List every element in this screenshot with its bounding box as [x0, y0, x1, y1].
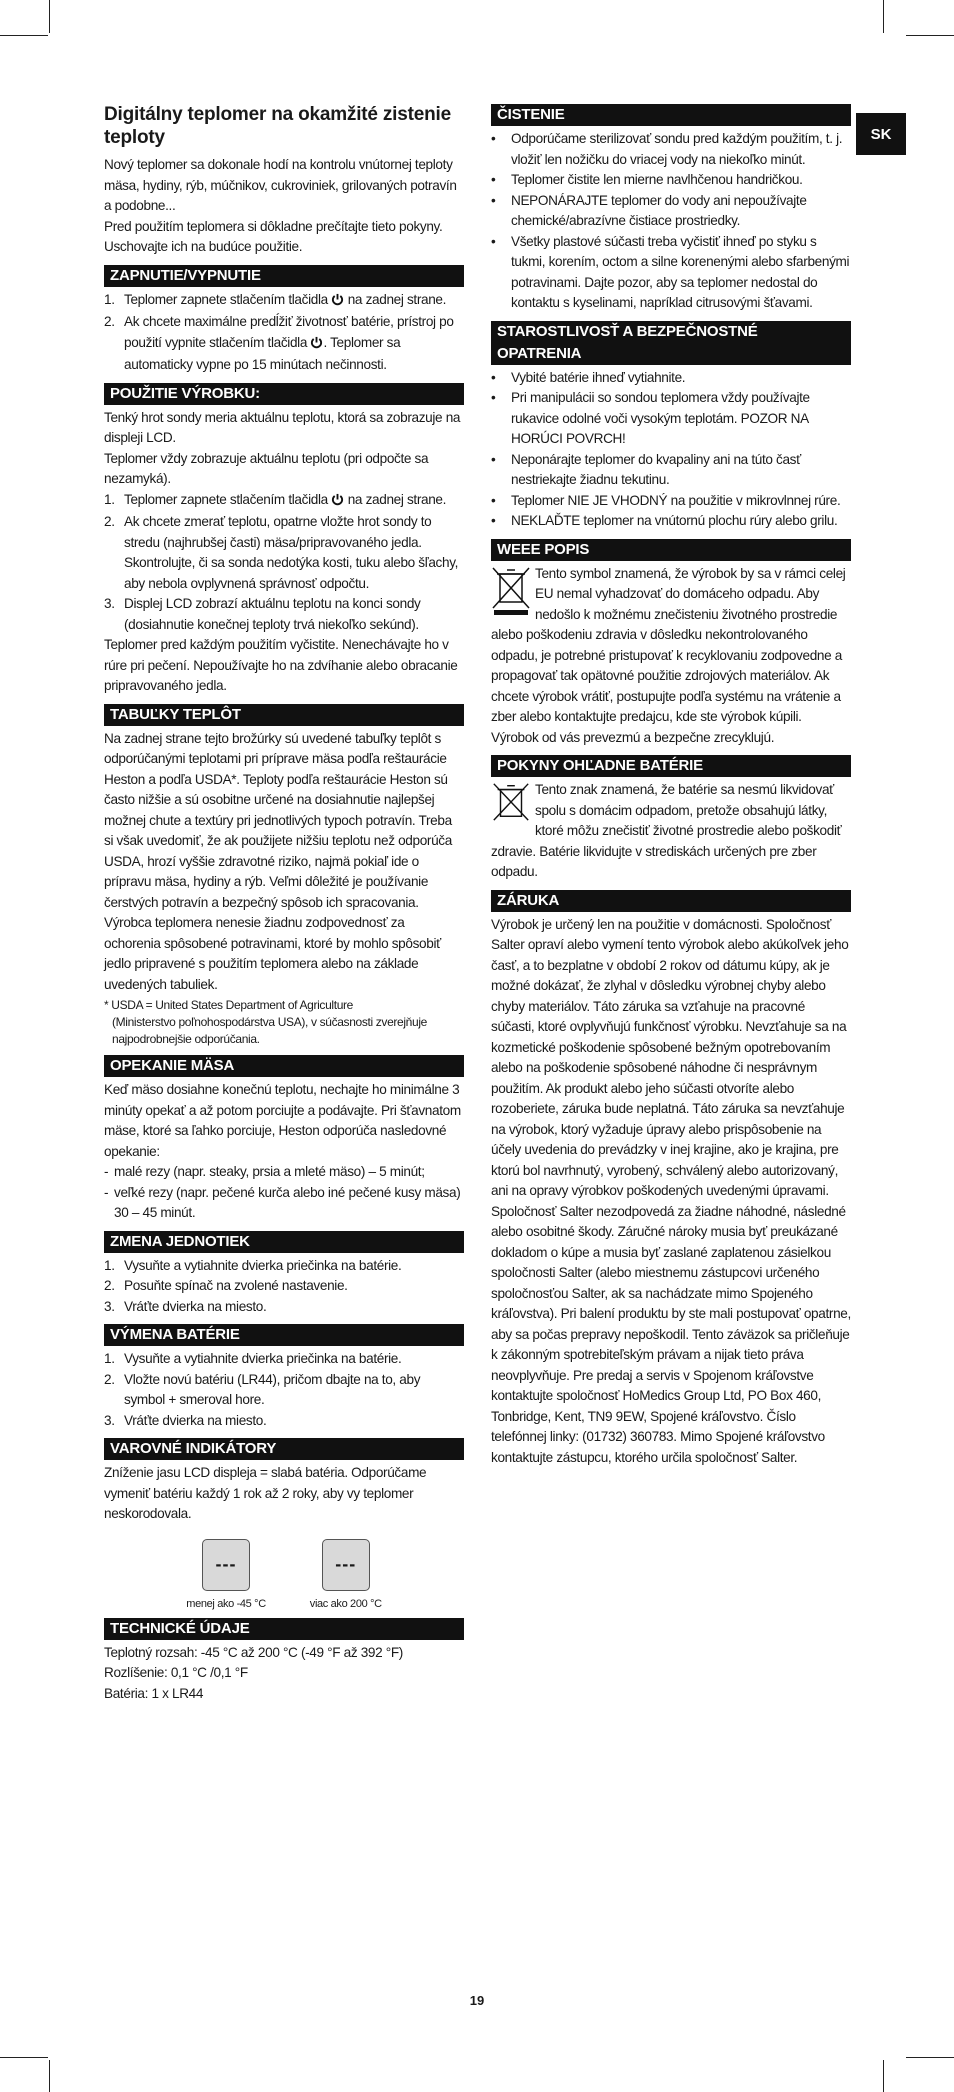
section-heading-specs: TECHNICKÉ ÚDAJE [104, 1618, 464, 1640]
list-item: 1. Teplomer zapnete stlačením tlačidla na zadnej strane. [104, 290, 464, 313]
spec-line: Teplotný rozsah: -45 °C až 200 °C (-49 °F až 392 °F) [104, 1644, 403, 1660]
usage-steps [104, 490, 464, 636]
section-heading-tables: TABUĽKY TEPLÔT [104, 704, 464, 726]
section-heading-resting: OPEKANIE MÄSA [104, 1055, 464, 1077]
page-number: 19 [469, 1993, 485, 2008]
battery-steps [104, 1349, 464, 1431]
usage-paragraph: Teplomer pred každým použitím vyčistite. Nenechávajte ho v rúre pri pečení. Nepoužívajte ho na zdvíhanie alebo obracanie pripravovaného jedla. [104, 637, 458, 693]
crossed-bin-icon [491, 564, 531, 616]
lcd-display-icon: --- [322, 1539, 370, 1591]
list-item: • Pri manipulácii so sondou teplomera vždy používajte rukavice odolné voči vysokým teplotám. POZOR NA HORÚCI POVRCH! [491, 390, 810, 446]
crop-mark [0, 2057, 48, 2058]
crop-mark [906, 35, 954, 36]
list-item: - veľké rezy (napr. pečené kurča alebo iné pečené kusy mäsa) 30 – 45 minút. [104, 1184, 461, 1220]
usage-paragraph: Teplomer vždy zobrazuje aktuálnu teplotu (pri odpočte sa nezamyká). [104, 450, 429, 486]
section-heading-weee: WEEE POPIS [491, 539, 851, 561]
list-item: • Teplomer NIE JE VHODNÝ na použitie v mikrovlnnej rúre. [491, 492, 841, 508]
safety-list [491, 368, 851, 532]
lcd-low-indicator [186, 1539, 266, 1611]
crop-mark [883, 0, 884, 33]
language-tab: SK [856, 113, 906, 155]
warning-paragraph: Zníženie jasu LCD displeja = slabá batéria. Odporúčame vymeniť batériu každý 1 rok až 2 roky, aby vy teplomer neskorodovala. [104, 1465, 427, 1521]
power-icon [331, 292, 344, 313]
list-item: • NEKLAĎTE teplomer na vnútornú plochu rúry alebo grilu. [491, 513, 838, 528]
section-heading-battery-notes: POKYNY OHĽADNE BATÉRIE [491, 755, 851, 777]
lcd-high-indicator [310, 1539, 382, 1611]
section-heading-warranty: ZÁRUKA [491, 890, 851, 912]
intro-paragraph: Pred použitím teplomera si dôkladne prečítajte tieto pokyny. Uschovajte ich na budúce použitie. [104, 218, 443, 254]
usda-footnote: * USDA = United States Department of Agriculture (Ministerstvo poľnohospodárstva USA), v súčasnosti zverejňuje najpodrobnejšie odporúčania. [104, 998, 427, 1046]
crop-mark [906, 2057, 954, 2058]
resting-paragraph: Keď mäso dosiahne konečnú teplotu, nechajte ho minimálne 3 minúty opekať a až potom porciujte a podávajte. Pri šťavnatom mäse, ktoré sa ľahko porciuje, Heston odporúča nasledovné opekanie: [104, 1082, 461, 1159]
power-icon [310, 335, 323, 356]
power-icon [331, 492, 344, 513]
list-item: 3. Vráťte dvierka na miesto. [104, 1412, 267, 1428]
crop-mark [0, 35, 48, 36]
tables-paragraph: Na zadnej strane tejto brožúrky sú uvedené tabuľky teplôt s odporúčanými teplotami pri príprave mäsa podľa reštaurácie Heston a podľa USDA*. Teploty podľa reštaurácie Heston sú často nižšie a sú osobitne určené na dosiahnutie najlepšej možnej chute a textúry pri jednotlivých typoch potravín. Treba si však uvedomiť, že ak použijete nižšiu teplotu než odporúča USDA, hrozí vyššie zdravotné riziko, najmä pokiaľ ide o prípravu mäsa, hydiny a rýb. Veľmi dôležité je používanie čerstvých potravín a bezpečný spôsob ich spracovania. Výrobca teplomera nenesie žiadnu zodpovednosť za ochorenia spôsobené potravinami, ktoré by mohlo spôsobiť jedlo pripravené s použitím teplomera alebo na základe uvedených tabuliek. [104, 730, 452, 992]
section-heading-warning: VAROVNÉ INDIKÁTORY [104, 1438, 464, 1460]
list-item: - malé rezy (napr. steaky, prsia a mleté mäso) – 5 minút; [104, 1164, 425, 1179]
list-item: • NEPONÁRAJTE teplomer do vody ani nepoužívajte chemické/abrazívne čistiace prostriedky. [491, 192, 807, 228]
list-item: 2. Posuňte spínač na zvolené nastavenie. [104, 1278, 348, 1293]
crop-mark [49, 0, 50, 33]
section-heading-cleaning: ČISTENIE [491, 104, 851, 126]
list-item: • Teplomer čistite len mierne navlhčenou handričkou. [491, 172, 803, 187]
list-item: 2. Ak chcete maximálne predĺžiť životnosť batérie, prístroj po použití vypnite stlačením tlačidla . Teplomer sa automaticky vypne po 15 minútach nečinnosti. [104, 314, 454, 372]
list-item: 3. Displej LCD zobrazí aktuálnu teplotu na konci sondy (dosiahnutie konečnej teploty trvá niekoľko sekúnd). [104, 596, 421, 632]
battery-notes-paragraph: Tento znak znamená, že batérie sa nesmú likvidovať spolu s domácim odpadom, pretože obsahujú látky, ktoré môžu znečistiť životné prostredie alebo poškodiť zdravie. Batérie likvidujte v strediskách určených pre zber odpadu. [491, 782, 842, 879]
lcd-caption: menej ako -45 °C [186, 1597, 266, 1610]
crossed-bin-icon [491, 780, 531, 822]
crop-mark [883, 2060, 884, 2092]
units-steps [104, 1256, 464, 1318]
crop-mark [49, 2060, 50, 2092]
list-item: • Vybité batérie ihneď vytiahnite. [491, 369, 686, 385]
spec-line: Rozlíšenie: 0,1 °C /0,1 °F [104, 1665, 248, 1680]
weee-paragraph: Tento symbol znamená, že výrobok by sa v rámci celej EU nemal vyhadzovať do domáceho odpadu. Aby nedošlo k možnému znečisteniu životného prostredie alebo poškodeniu zdravia v dôsledku nekontrolovaného odpadu, je potrebné pristupovať k recyklovaniu zodpovedne a propagovať tak opätovné použitie zdrojových materiálov. Ak chcete výrobok vrátiť, postupujte podľa systému na vrátenie a zber alebo kontaktujte predajcu, kde ste výrobok kúpili. Výrobok od vás prevezmú a bezpečne zrecyklujú. [491, 565, 846, 745]
list-item: • Odporúčame sterilizovať sondu pred každým použitím, t. j. vložiť len nožičku do vriacej vody na niekoľko minút. [491, 131, 843, 167]
lcd-indicators [104, 1539, 464, 1611]
lcd-caption: viac ako 200 °C [309, 1597, 382, 1610]
list-item: • Všetky plastové súčasti treba vyčistiť ihneď po styku s tukmi, korením, octom a silne korenenými alebo sfarbenými potravinami. Dajte pozor, aby sa teplomer nedostal do kontaktu s kyselinami, napríklad citrusovými šťavami. [491, 233, 850, 310]
section-heading-battery: VÝMENA BATÉRIE [104, 1324, 464, 1346]
power-steps [104, 290, 464, 376]
right-column [491, 104, 851, 1468]
intro-paragraph: Nový teplomer sa dokonale hodí na kontrolu vnútornej teploty mäsa, hydiny, rýb, múčnikov, cukroviniek, grilovaných potravín a podobne... [104, 157, 457, 213]
section-heading-power: ZAPNUTIE/VYPNUTIE [104, 265, 464, 287]
resting-list [104, 1162, 464, 1224]
list-item: 1. Vysuňte a vytiahnite dvierka priečinka na batérie. [104, 1351, 402, 1366]
warranty-paragraph: Výrobok je určený len na použitie v domácnosti. Spoločnosť Salter opraví alebo vymení tento výrobok alebo akúkoľvek jeho časť, a to bezplatne v období 2 rokov od dátumu kúpy, ak je možné dokázať, že zlyhal v dôsledku výrobnej chyby alebo chyby materiálov. Táto záruka sa vzťahuje na pracovné súčasti, ktoré ovplyvňujú funkčnosť výrobku. Nevzťahuje sa na kozmetické poškodenie spôsobené bežným opotrebovaním alebo na poškodenie spôsobené náhodne či nesprávnym použitím. Ak produkt alebo jeho súčasti otvoríte alebo rozoberiete, záruka bude neplatná. Táto záruka sa nevzťahuje na výrobok, ktorý vyžaduje úpravy alebo prispôsobenie na účely uvedenia do prevádzky v inej krajine, ako je krajina, pre ktorú bol navrhnutý, vyrobený, schválený alebo autorizovaný, ani na opravy výrobkov poškodených uvedenými úpravami. Spoločnosť Salter nezodpovedá za žiadne náhodné, následné alebo osobitné škody. Záručné nároky musia byť preukázané dokladom o kúpe a musia byť zaslané zaplatenou zásielkou spoločnosti Salter (alebo miestnemu zástupcovi určeného spoločnosťou Salter, ak sa nachádzate mimo Spojeného kráľovstva). Pri balení produktu by ste mali postupovať opatrne, aby sa počas prepravy nepoškodil. Tento záväzok sa pričleňuje k zákonným spotrebiteľským právam a nijak tieto práva neovplyvňuje. Pre predaj a servis v Spojenom kráľovstve kontaktujte spoločnosť HoMedics Group Ltd, PO Box 460, Tonbridge, Kent, TN9 9EW, Spojené kráľovstvo. Číslo telefónnej linky: (01732) 360783. Mimo Spojené kráľovstvo kontaktujte zástupcu, ktorého určila spoločnosť Salter. [491, 916, 851, 1465]
list-item: 2. Vložte novú batériu (LR44), pričom dbajte na to, aby symbol + smeroval hore. [104, 1371, 421, 1407]
left-column [104, 103, 464, 1704]
usage-paragraph: Tenký hrot sondy meria aktuálnu teplotu, ktorá sa zobrazuje na displeji LCD. [104, 409, 461, 445]
spec-line: Batéria: 1 x LR44 [104, 1685, 204, 1701]
list-item: • Neponárajte teplomer do kvapaliny ani na túto časť nestriekajte žiadnu tekutinu. [491, 451, 801, 487]
section-heading-usage: POUŽITIE VÝROBKU: [104, 383, 464, 405]
list-item: 1. Teplomer zapnete stlačením tlačidla na zadnej strane. [104, 490, 464, 513]
list-item: 1. Vysuňte a vytiahnite dvierka priečinka na batérie. [104, 1257, 402, 1273]
cleaning-list [491, 129, 851, 314]
page-title: Digitálny teplomer na okamžité zistenie teploty [104, 104, 451, 148]
list-item: 2. Ak chcete zmerať teplotu, opatrne vložte hrot sondy to stredu (najhrubšej časti) mäsa/pripravovaného jedla. Skontrolujte, či sa sonda nedotýka kosti, tuku alebo šľachy, aby nebola ovplyvnená správnosť odpočtu. [104, 514, 459, 591]
section-heading-safety: STAROSTLIVOSŤ A BEZPEČNOSTNÉ OPATRENIA [491, 321, 851, 365]
list-item: 3. Vráťte dvierka na miesto. [104, 1298, 267, 1314]
lcd-display-icon: --- [202, 1539, 250, 1591]
section-heading-units: ZMENA JEDNOTIEK [104, 1231, 464, 1253]
